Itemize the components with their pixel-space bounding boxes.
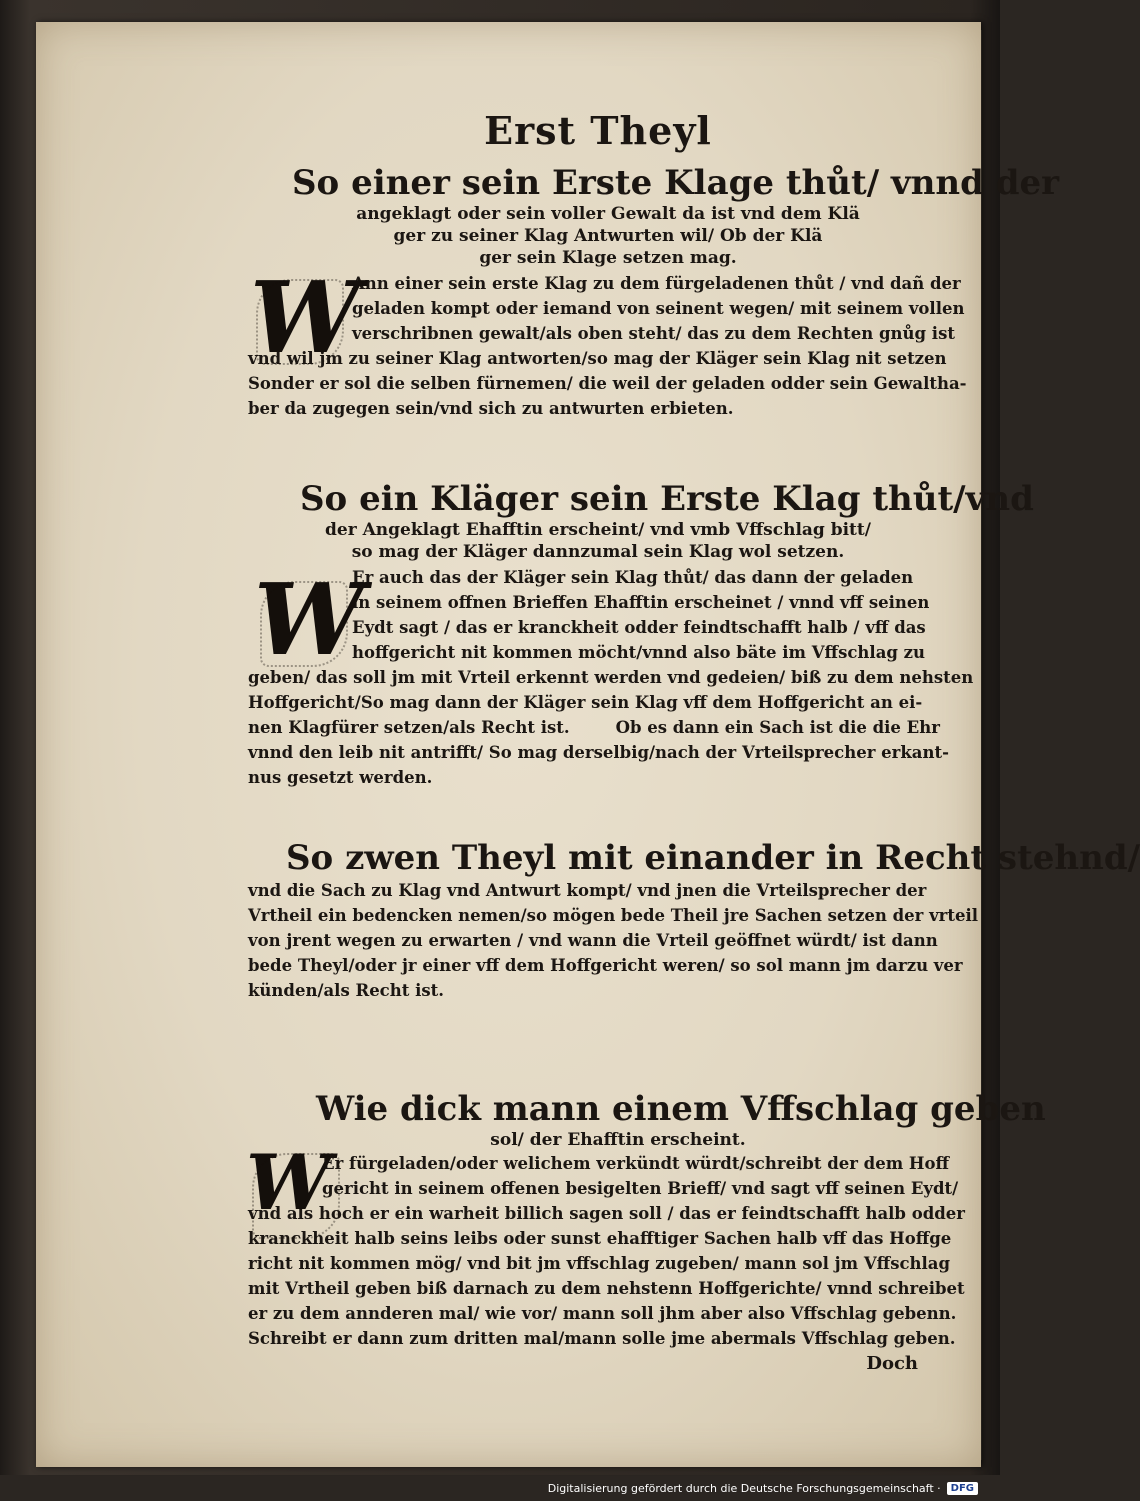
section-4 [246, 1089, 1046, 1374]
body-line: geben/ das soll jm mit Vrteil erkennt werden vnd gedeien/ biß zu dem nehsten [248, 668, 974, 687]
footer-credit-text: Digitalisierung gefördert durch die Deutsche Forschungsgemeinschaft · [547, 1482, 941, 1495]
section-subhead: sol/ der Ehafftin erscheint. [490, 1130, 746, 1150]
body-line: hoffgericht nit kommen möcht/vnnd also bäte im Vffschlag zu [352, 643, 926, 662]
body-line: gericht in seinem offenen besigelten Brieff/ vnd sagt vff seinen Eydt/ [322, 1179, 959, 1198]
body-line: verschribnen gewalt/als oben steht/ das zu dem Rechten gnůg ist [352, 324, 955, 343]
body-line: Eydt sagt / das er kranckheit odder feindtschafft halb / vff das [352, 618, 926, 637]
body-line: bede Theyl/oder jr einer vff dem Hoffgericht weren/ so sol mann jm darzu ver [248, 956, 963, 975]
body-line: ber da zugegen sein/vnd sich zu antwurten erbieten. [248, 399, 734, 418]
section-heading: Wie dick mann einem Vffschlag geben [316, 1089, 1046, 1129]
body-line: Hoffgericht/So mag dann der Kläger sein Klag vff dem Hoffgericht an ei- [248, 693, 923, 712]
section-heading: So einer sein Erste Klage thůt/ vnnd der [292, 163, 1060, 203]
body-line: mit Vrtheil geben biß darnach zu dem nehstenn Hoffgerichte/ vnnd schreibet [248, 1279, 965, 1298]
body-line: richt nit kommen mög/ vnd bit jm vffschlag zugeben/ mann sol jm Vffschlag [248, 1254, 951, 1273]
body-line: geladen kompt oder iemand von seinent wegen/ mit seinem vollen [352, 299, 965, 318]
running-head: Erst Theyl [484, 108, 712, 153]
body-line: Er auch das der Kläger sein Klag thůt/ das dann der geladen [352, 568, 914, 587]
section-subhead: ger sein Klage setzen mag. [479, 248, 737, 268]
section-heading: So ein Kläger sein Erste Klag thůt/vnd [300, 479, 1034, 519]
body-line: Sonder er sol die selben fürnemen/ die weil der geladen odder sein Gewaltha- [248, 374, 967, 393]
section-subhead: ger zu seiner Klag Antwurten wil/ Ob der Klä [393, 226, 823, 246]
body-line: nus gesetzt werden. [248, 768, 433, 787]
drop-cap-initial: W [246, 1138, 332, 1227]
book-page [36, 22, 1140, 1467]
body-line: von jrent wegen zu erwarten / vnd wann die Vrteil geöffnet würdt/ ist dann [248, 931, 938, 950]
catchword: Doch [866, 1353, 918, 1374]
section-body [248, 261, 967, 421]
section-3 [248, 838, 1140, 1003]
digitization-footer [548, 1482, 978, 1495]
body-line: in seinem offnen Brieffen Ehafftin erscheinet / vnnd vff seinen [352, 593, 930, 612]
section-1 [248, 163, 1060, 421]
page-content [246, 108, 1140, 1374]
drop-cap-initial: W [254, 563, 365, 678]
body-line: nen Klagfürer setzen/als Recht ist. Ob es dann ein Sach ist die die Ehr [248, 718, 940, 737]
body-line: er zu dem annderen mal/ wie vor/ mann soll jhm aber also Vffschlag gebenn. [248, 1304, 957, 1323]
section-body [248, 563, 974, 790]
body-line: Vrtheil ein bedencken nemen/so mögen bede Theil jre Sachen setzen der vrteil [248, 906, 979, 925]
section-subhead: angeklagt oder sein voller Gewalt da ist vnd dem Klä [356, 204, 860, 224]
section-2 [248, 479, 1034, 790]
dfg-logo: DFG [947, 1482, 978, 1495]
drop-cap-initial: W [250, 261, 361, 376]
body-line: kranckheit halb seins leibs oder sunst ehafftiger Sachen halb vff das Hoffge [248, 1229, 952, 1248]
body-line: künden/als Recht ist. [248, 981, 445, 1000]
body-line: Er fürgeladen/oder welichem verkündt würdt/schreibt der dem Hoff [322, 1154, 950, 1173]
body-line: vnd als hoch er ein warheit billich sagen soll / das er feindtschafft halb odder [248, 1204, 965, 1223]
section-subhead: so mag der Kläger dannzumal sein Klag wol setzen. [351, 542, 845, 562]
section-subhead: der Angeklagt Ehafftin erscheint/ vnd vmb Vffschlag bitt/ [325, 520, 871, 540]
section-heading: So zwen Theyl mit einander in Recht stehnd/ [286, 838, 1140, 878]
body-line: Ann einer sein erste Klag zu dem fürgeladenen thůt / vnd dañ der [352, 274, 961, 293]
body-line: vnd wil jm zu seiner Klag antworten/so mag der Kläger sein Klag nit setzen [248, 349, 947, 368]
body-line: Schreibt er dann zum dritten mal/mann solle jme abermals Vffschlag geben. [248, 1329, 956, 1348]
body-line: vnd die Sach zu Klag vnd Antwurt kompt/ vnd jnen die Vrteilsprecher der [248, 881, 927, 900]
body-line: vnnd den leib nit antrifft/ So mag derselbig/nach der Vrteilsprecher erkant- [248, 743, 949, 762]
